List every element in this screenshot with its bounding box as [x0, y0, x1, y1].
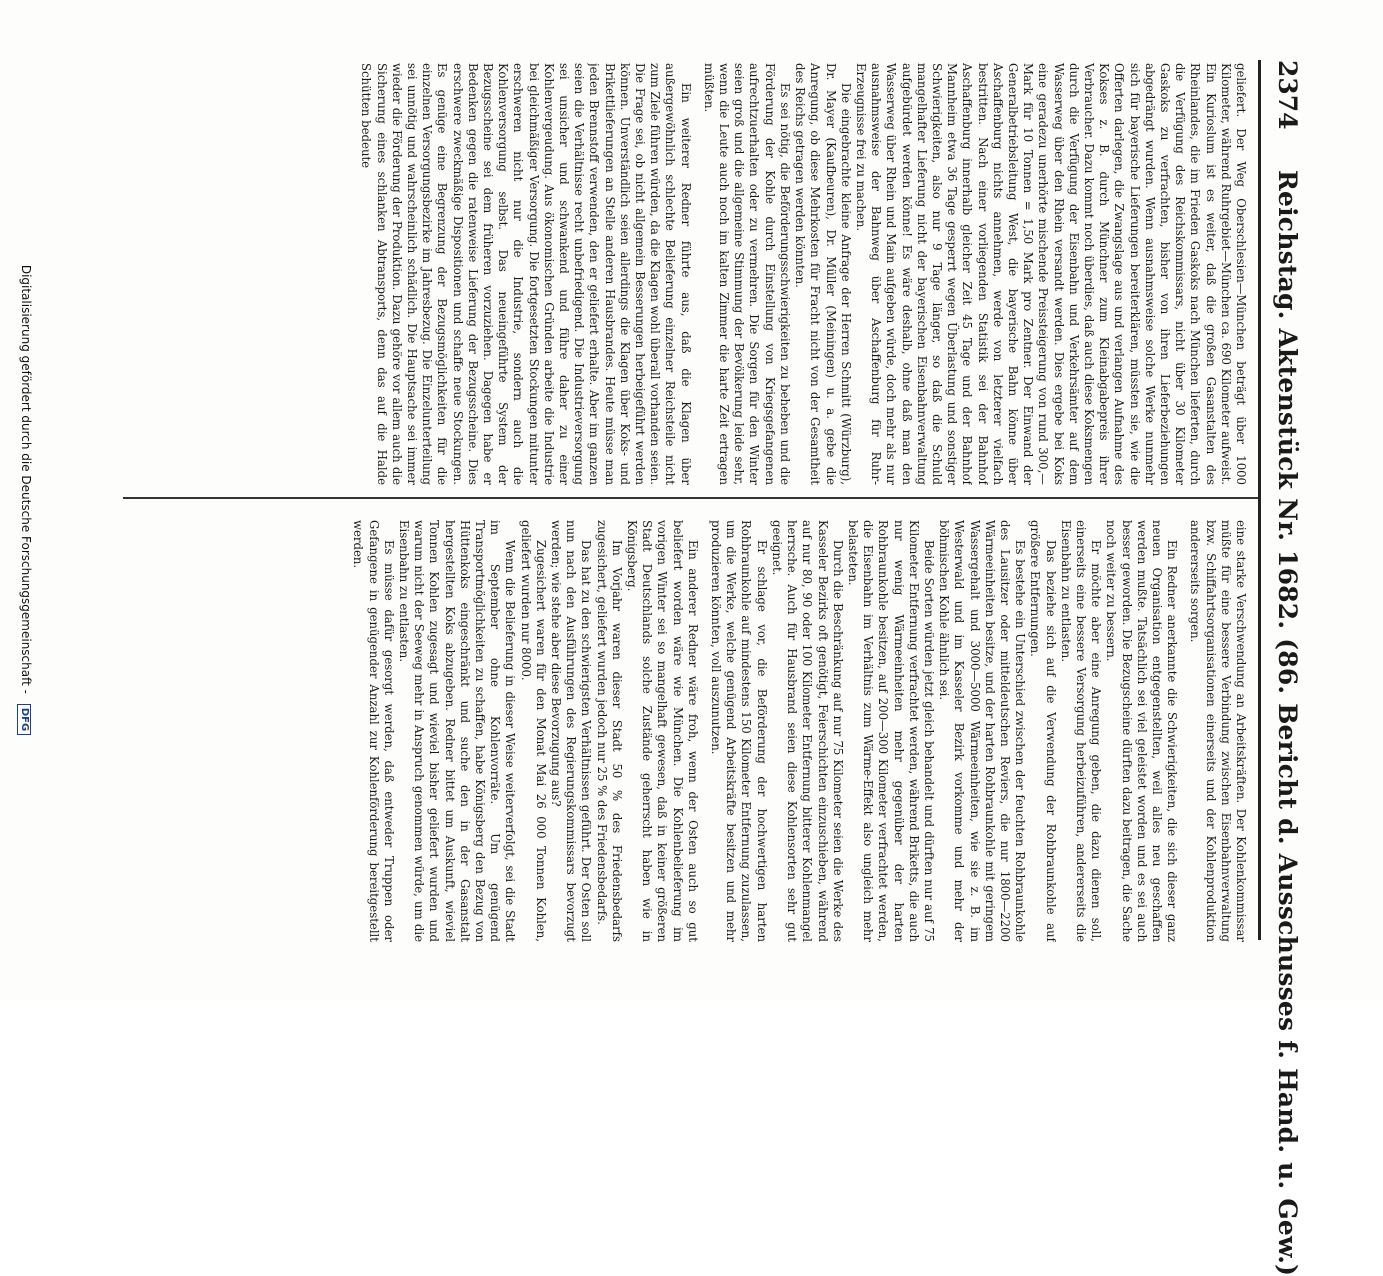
paragraph: Es sei nötig, die Beförderungsschwierigkeiten zu beheben und die Förderung der Kohle durch Einstellung von Kriegsgefangenen aufrechtzuerhalten oder zu vermehren. Die Sorgen für den Winter seien groß und die allgemeine Stimmung der Bevölkerung leide sehr, wenn die Leute auch noch im kalten Zimmer die harte Zeit ertragen müßten. — [701, 63, 792, 485]
paragraph: Ein anderer Redner wäre froh, wenn der Osten auch so gut beliefert worden wäre wie München. Die Kohlenbelieferung im vorigen Winter sei so mangelhaft gewesen, daß in keiner größeren Stadt Deutschlands solche Zustände geherrscht haben wie in Königsberg. — [625, 520, 700, 942]
paragraph: Es bestehe ein Unterschied zwischen der feuchten Rohbraunkohle des Lausitzer oder mitteldeutschen Reviers, die nur 1800—2200 Wärmeeinheiten besitze, und der harten Rohbraunkohle mit geringem Wassergehalt und 3000—5000 Wärmeeinheiten, wie sie z. B. im Westerwald und im Kasseler Bezirk vorkomme und mehr der böhmischen Kohle ähnlich sei. — [937, 520, 1028, 942]
paragraph: Er schlage vor, die Beförderung der hochwertigen harten Rohbraunkohle auf mindestens 150 Kilometer Entfernung zuzulassen, um die Werke, welche genügend Arbeitskräfte besitzen und mehr produzieren könnten, voll auszunutzen. — [709, 520, 769, 942]
paragraph: Im Vorjahr waren dieser Stadt 50 % des Friedensbedarfs zugesichert, geliefert wurden jedoch nur 25 % des Friedensbedarfs. — [594, 520, 624, 942]
paragraph: Es müsse dafür gesorgt werden, daß entweder Truppen oder Gefangene in genügender Anzahl zur Kohlenförderung bereitgestellt werden. — [351, 520, 396, 942]
paragraph: Zugesichert waren für den Monat Mai 26 000 Tonnen Kohlen, geliefert wurden nur 8000. — [518, 520, 548, 942]
paragraph: Er möchte aber eine Anregung geben, die dazu dienen soll, einerseits eine bessere Versorgung herbeizuführen, andererseits die Eisenbahn zu entlasten. — [1058, 520, 1104, 942]
running-head — [1260, 60, 1308, 1276]
page-title: Reichstag. Aktenstück Nr. 1682. (86. Bericht d. Ausschusses f. Hand. u. Gew.) — [1273, 170, 1302, 1276]
paragraph: Wenn die Belieferung in dieser Weise weiterverfolgt, sei die Stadt im September ohne Kohlenvorräte. Um genügend Transportmöglichkeiten zu schaffen, habe Königsberg den Bezug von Hüttenkoks eingeschränkt und suche den in der Gasanstalt hergestellten Koks abzugeben. Redner bittet um Auskunft, wieviel Tonnen Kohlen zugesagt und wieviel bisher geliefert wurden und warum nicht der Seeweg mehr in Anspruch genommen würde, um die Eisenbahn zu entlasten. — [397, 520, 518, 942]
dfg-logo: DFG — [17, 704, 31, 735]
column-divider — [123, 497, 1258, 499]
paragraph: Das hat zu den schwierigsten Verhältnissen geführt. Der Osten soll nun nach den Ausführungen des Regierungskommissars bevorzugt werden; wie stehe aber diese Bevorzugung aus? — [549, 520, 594, 942]
footer-text: Digitalisierung gefördert durch die Deutsche Forschungsgemeinschaft - — [19, 264, 33, 694]
paragraph: Beide Sorten würden jetzt gleich behandelt und dürften nur auf 75 Kilometer Entfernung verfrachtet werden, während Briketts, die auch nur wenig Wärmeeinheiten mehr gegenüber der harten Rohbraunkohle besitzen, auf 200—300 Kilometer verfrachtet werden, die Eisenbahn im Verhältnis zum Wärme-Effekt also ungleich mehr belasteten. — [845, 520, 936, 942]
paragraph: Die eingebrachte kleine Anfrage der Herren Schmitt (Würzburg), Dr. Mayer (Kaufbeuren), Dr. Müller (Meiningen) u. a. gebe die Anregung, ob diese Mehrkosten für Fracht nicht von der Gesamtheit des Reichs getragen werden könnten. — [793, 63, 853, 485]
paragraph: geliefert. Der Weg Oberschlesien—München beträgt über 1000 Kilometer, während Ruhrgebiet—München ca. 690 Kilometer aufweist. Ein Kurioslum ist es weiter, daß die großen Gasanstalten des Rheinlandes, die im Frieden Gaskoks nach München lieferten, durch die Verfügung des Reichskommissars, nicht über 30 Kilometer Gaskoks zu verfrachten, bisher von ihren Lieferbeziehungen abgedrängt wurden. Wenn ausnahmsweise solche Werke nunmehr sich für bayerische Lieferungen bereiterklären, müssten sie, wie die Offerten darlegen, die Zwangslage aus und verlangen Aufnahme des Kokses z. B. durch Münchner zum Kleinabgabepreis ihrer Verbraucher. Dazu kommt noch überdies, daß auch diese Koksmengen durch die Verfügung der Eisenbahn und Verkehrsämter auf dem Wasserweg über den Rhein versandt werden. Dies ergebe bei Koks eine geradezu unerhörte mischende Preissteigerung von rund 300,— Mark für 10 Tonnen = 1,50 Mark pro Zentner. Der Einwand der Generalbetriebsleitung West, die bayerische Bahn könne über Aschaffenburg nichts annehmen, werde von letzterer vielfach bestritten. Nach einer vorliegenden Statistik sei der Bahnhof Aschaffenburg innerhalb gleicher Zeit 45 Tage und der Bahnhof Mannheim etwa 36 Tage gesperrt wegen Überlastung und sonstiger Schwierigkeiten, also nur 9 Tage länger, so daß die Schuld mangelhafter Lieferung nicht der bayerischen Eisenbahnverwaltung aufgebürdet werden könne! Es wäre deshalb, ohne daß man den Wasserweg über Rhein und Main aufgeben würde, doch mehr als nur ausnahmsweise der Bahnweg über Aschaffenburg für Ruhr-Erzeugnisse frei zu machen. — [853, 63, 1248, 485]
funding-footer — [17, 0, 33, 1000]
paragraph: Ein weiterer Redner führte aus, daß die Klagen über außergewöhnlich schlechte Belieferung einzelner Reichsteile nicht zum Ziele führen würden, da die Klagen wohl überall vorhanden seien. Die Frage sei, ob nicht allgemein Besserungen herbeigeführt werden können. Unverständlich seien allerdings die Klagen über Koks- und Brikettlieferungen an Stelle anderen Hausbrandes. Heute müsse man jeden Brennstoff verwenden, den er geliefert erhalte. Aber im ganzen seien die Verhältnisse recht unbefriedigend. Die Industrieversorgung sei unsicher und schwankend und führe daher zu einer Kohlenvergeudung. Aus ökonomischen Gründen arbeite die Industrie bei gleichmäßiger Versorgung. Die fortgesetzten Stockungen mitunter erschweren nicht nur die Industrie, sondern auch die Kohlenversorgung selbst. Das neueingeführte System der Bezugsscheine sei dem früheren vorzuziehen. Dagegen habe er Bedenken gegen die ratenweise Lieferung der Bezugsscheine. Dies erschwere zweckmäßige Dispositionen und schaffe neue Stockungen. Es genüge eine Begrenzung der Bezugsmöglichkeiten für die einzelnen Versorgungsbezirke im Jahresbezug. Die Einzelunterteilung sei unnötig und wahrscheinlich schädlich. Die Hauptsache sei immer wieder die Förderung der Produktion. Dazu gehöre vor allem auch die Sicherung eines schlanken Abtransports, denn das auf die Halde Schütten bedeute — [359, 63, 693, 485]
left-column — [123, 63, 1248, 485]
right-column — [123, 520, 1248, 942]
paragraph: Durch die Beschränkung auf nur 75 Kilometer seien die Werke des Kasseler Bezirks oft genötigt, Feierschichten einzuschieben, während auf nur 80, 90 oder 100 Kilometer Entfernung bitterer Kohlenmangel herrsche. Auch für Hausbrand seien diese Kohlensorten sehr gut geeignet. — [769, 520, 845, 942]
page-number: 2374 — [1273, 60, 1302, 130]
paragraph: Ein Redner anerkannte die Schwierigkeiten, die sich dieser ganz neuen Organisation entgegenstellten, weil alles neu geschaffen werden mußte. Tatsächlich sei viel geleistet worden und es sei auch besser geworden. Die Bezugscheine dürften dazu beitragen, die Sache noch weiter zu bessern. — [1104, 520, 1180, 942]
paragraph: Das beziehe sich auf die Verwendung der Rohbraunkohle auf größere Entfernungen. — [1028, 520, 1058, 942]
paragraph: eine starke Verschwendung an Arbeitskräften. Der Kohlenkommissar müßte für eine bessere Verbindung zwischen Eisenbahnverwaltung bzw. Schiffahrtsorganisationen einerseits und der Kohlenproduktion andererseits sorgen. — [1188, 520, 1248, 942]
header-rule — [1258, 60, 1261, 940]
